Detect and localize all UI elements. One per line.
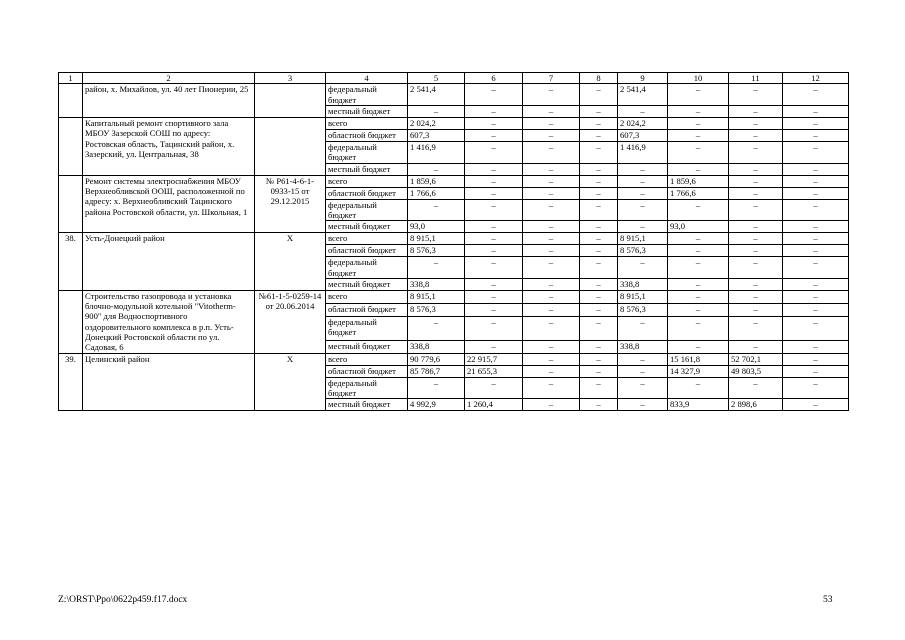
funding-source: федеральный бюджет — [326, 84, 408, 106]
document-ref: Х — [255, 233, 326, 291]
value-cell: 1 766,6 — [668, 187, 729, 199]
value-cell: 1 859,6 — [668, 175, 729, 187]
value-cell: 833,9 — [668, 399, 729, 411]
value-cell: – — [580, 340, 618, 353]
funding-source: всего — [326, 175, 408, 187]
value-cell: – — [523, 245, 580, 257]
document-ref: Х — [255, 353, 326, 411]
row-number: 38. — [59, 233, 83, 291]
table-row — [59, 353, 849, 365]
header-cell: 2 — [83, 73, 255, 84]
value-cell: 338,8 — [618, 278, 668, 290]
value-cell: – — [408, 163, 465, 175]
value-cell: – — [523, 316, 580, 340]
header-cell: 11 — [729, 73, 783, 84]
header-cell: 10 — [668, 73, 729, 84]
value-cell: – — [465, 245, 523, 257]
value-cell: – — [580, 353, 618, 365]
value-cell: – — [580, 117, 618, 129]
document-ref — [255, 117, 326, 175]
value-cell: – — [783, 163, 849, 175]
value-cell: – — [523, 175, 580, 187]
value-cell: – — [729, 221, 783, 233]
value-cell: – — [668, 303, 729, 316]
value-cell: 338,8 — [618, 340, 668, 353]
value-cell: – — [783, 377, 849, 399]
file-path: Z:\ORST\Ppo\0622p459.f17.docx — [58, 595, 188, 605]
funding-source: всего — [326, 117, 408, 129]
funding-source: федеральный бюджет — [326, 377, 408, 399]
value-cell: – — [668, 257, 729, 279]
funding-source: федеральный бюджет — [326, 257, 408, 279]
header-cell: 8 — [580, 73, 618, 84]
value-cell: – — [783, 105, 849, 117]
value-cell: – — [465, 290, 523, 303]
table-row — [59, 84, 849, 106]
value-cell: 8 576,3 — [618, 303, 668, 316]
header-row — [59, 73, 849, 84]
value-cell: – — [668, 117, 729, 129]
value-cell: – — [618, 221, 668, 233]
value-cell: – — [523, 233, 580, 245]
value-cell: 4 992,9 — [408, 399, 465, 411]
value-cell: – — [465, 233, 523, 245]
object-name: Усть-Донецкий район — [83, 233, 255, 291]
header-cell: 6 — [465, 73, 523, 84]
value-cell: – — [523, 199, 580, 221]
value-cell: – — [729, 278, 783, 290]
funding-source: областной бюджет — [326, 303, 408, 316]
row-number — [59, 117, 83, 175]
value-cell: – — [783, 303, 849, 316]
value-cell: – — [465, 187, 523, 199]
value-cell: 338,8 — [408, 340, 465, 353]
value-cell: – — [668, 290, 729, 303]
funding-source: местный бюджет — [326, 340, 408, 353]
table-row — [59, 233, 849, 245]
funding-source: всего — [326, 353, 408, 365]
value-cell: – — [523, 221, 580, 233]
value-cell: 15 161,8 — [668, 353, 729, 365]
value-cell: 90 779,6 — [408, 353, 465, 365]
value-cell: 52 702,1 — [729, 353, 783, 365]
value-cell: – — [465, 163, 523, 175]
table-row — [59, 117, 849, 129]
object-name: Ремонт системы электроснабжения МБОУ Верхнеобливской ООШ, расположенной по адресу: х. Верхнеобливский Тацинского района Ростовской области, ул. Школьная, 1 — [83, 175, 255, 233]
value-cell: 2 024,2 — [618, 117, 668, 129]
funding-source: местный бюджет — [326, 399, 408, 411]
value-cell: – — [729, 129, 783, 141]
value-cell: – — [465, 84, 523, 106]
value-cell: – — [465, 278, 523, 290]
value-cell: – — [783, 117, 849, 129]
value-cell: – — [465, 221, 523, 233]
value-cell: – — [580, 365, 618, 377]
value-cell: – — [580, 290, 618, 303]
value-cell: 8 915,1 — [618, 233, 668, 245]
document-ref — [255, 84, 326, 118]
value-cell: – — [783, 199, 849, 221]
value-cell: – — [580, 175, 618, 187]
table-row — [59, 175, 849, 187]
object-name: Строительство газопровода и установка блочно-модульной котельной "Vitotherm-900" для Водноспортивного оздоровительного комплекса в р.п. Усть-Донецкий Ростовской области по ул. Садовая, 6 — [83, 290, 255, 353]
value-cell: – — [580, 278, 618, 290]
value-cell: – — [580, 105, 618, 117]
funding-source: областной бюджет — [326, 245, 408, 257]
value-cell: – — [618, 377, 668, 399]
funding-source: областной бюджет — [326, 129, 408, 141]
value-cell: 8 915,1 — [618, 290, 668, 303]
value-cell: – — [580, 233, 618, 245]
value-cell: – — [668, 141, 729, 163]
budget-table — [58, 72, 849, 411]
value-cell: – — [618, 399, 668, 411]
value-cell: 607,3 — [618, 129, 668, 141]
value-cell: – — [465, 129, 523, 141]
value-cell: 21 655,3 — [465, 365, 523, 377]
funding-source: областной бюджет — [326, 365, 408, 377]
value-cell: – — [523, 257, 580, 279]
value-cell: – — [408, 105, 465, 117]
table-row — [59, 290, 849, 303]
value-cell: – — [783, 399, 849, 411]
value-cell: 8 576,3 — [408, 245, 465, 257]
value-cell: – — [668, 377, 729, 399]
value-cell: – — [618, 257, 668, 279]
value-cell: – — [523, 353, 580, 365]
value-cell: 2 541,4 — [618, 84, 668, 106]
row-number — [59, 84, 83, 118]
value-cell: – — [580, 245, 618, 257]
value-cell: – — [618, 316, 668, 340]
value-cell: 338,8 — [408, 278, 465, 290]
value-cell: – — [465, 141, 523, 163]
value-cell: 93,0 — [668, 221, 729, 233]
value-cell: – — [729, 199, 783, 221]
value-cell: – — [729, 290, 783, 303]
value-cell: – — [729, 84, 783, 106]
value-cell: – — [668, 105, 729, 117]
value-cell: – — [729, 105, 783, 117]
value-cell: – — [580, 399, 618, 411]
value-cell: – — [729, 163, 783, 175]
header-cell: 3 — [255, 73, 326, 84]
value-cell: – — [668, 340, 729, 353]
value-cell: – — [729, 257, 783, 279]
value-cell: – — [668, 199, 729, 221]
funding-source: всего — [326, 290, 408, 303]
value-cell: – — [618, 105, 668, 117]
value-cell: 1 260,4 — [465, 399, 523, 411]
value-cell: – — [580, 377, 618, 399]
value-cell: – — [668, 278, 729, 290]
value-cell: – — [580, 221, 618, 233]
value-cell: – — [580, 257, 618, 279]
value-cell: – — [729, 316, 783, 340]
object-name: район, х. Михайлов, ул. 40 лет Пионерии, 25 — [83, 84, 255, 118]
value-cell: – — [580, 303, 618, 316]
funding-source: федеральный бюджет — [326, 316, 408, 340]
value-cell: – — [668, 163, 729, 175]
value-cell: – — [729, 377, 783, 399]
value-cell: – — [668, 316, 729, 340]
value-cell: – — [729, 187, 783, 199]
funding-source: местный бюджет — [326, 163, 408, 175]
funding-source: местный бюджет — [326, 105, 408, 117]
value-cell: – — [580, 84, 618, 106]
value-cell: – — [729, 141, 783, 163]
value-cell: – — [580, 141, 618, 163]
funding-source: местный бюджет — [326, 221, 408, 233]
value-cell: – — [523, 117, 580, 129]
value-cell: – — [783, 340, 849, 353]
value-cell: – — [729, 175, 783, 187]
value-cell: – — [465, 316, 523, 340]
value-cell: – — [523, 303, 580, 316]
value-cell: – — [523, 84, 580, 106]
value-cell: – — [729, 340, 783, 353]
value-cell: – — [729, 233, 783, 245]
value-cell: 1 416,9 — [618, 141, 668, 163]
value-cell: – — [729, 117, 783, 129]
row-number: 39. — [59, 353, 83, 411]
value-cell: – — [465, 257, 523, 279]
value-cell: 85 786,7 — [408, 365, 465, 377]
value-cell: – — [783, 365, 849, 377]
value-cell: 2 024,2 — [408, 117, 465, 129]
value-cell: 8 915,1 — [408, 290, 465, 303]
value-cell: 1 416,9 — [408, 141, 465, 163]
value-cell: – — [783, 290, 849, 303]
value-cell: – — [523, 141, 580, 163]
value-cell: – — [523, 129, 580, 141]
value-cell: – — [465, 117, 523, 129]
value-cell: 14 327,9 — [668, 365, 729, 377]
value-cell: – — [523, 399, 580, 411]
value-cell: – — [465, 377, 523, 399]
value-cell: – — [668, 233, 729, 245]
object-name: Целинский район — [83, 353, 255, 411]
value-cell: – — [783, 257, 849, 279]
value-cell: – — [408, 199, 465, 221]
value-cell: 1 766,6 — [408, 187, 465, 199]
value-cell: – — [783, 353, 849, 365]
value-cell: – — [729, 303, 783, 316]
document-ref: № Р61-4-6-1-0933-15 от 29.12.2015 — [255, 175, 326, 233]
object-name: Капитальный ремонт спортивного зала МБОУ Зазерской СОШ по адресу: Ростовская область, Тацинский район, х. Зазерский, ул. Центральная, 38 — [83, 117, 255, 175]
funding-source: областной бюджет — [326, 187, 408, 199]
value-cell: – — [523, 105, 580, 117]
value-cell: 1 859,6 — [408, 175, 465, 187]
value-cell: – — [668, 245, 729, 257]
value-cell: 8 576,3 — [408, 303, 465, 316]
row-number — [59, 175, 83, 233]
value-cell: – — [618, 353, 668, 365]
value-cell: – — [668, 84, 729, 106]
funding-source: всего — [326, 233, 408, 245]
value-cell: – — [618, 365, 668, 377]
header-cell: 12 — [783, 73, 849, 84]
value-cell: – — [465, 303, 523, 316]
value-cell: 8 576,3 — [618, 245, 668, 257]
value-cell: – — [783, 129, 849, 141]
value-cell: – — [580, 163, 618, 175]
value-cell: – — [668, 129, 729, 141]
value-cell: – — [618, 199, 668, 221]
value-cell: – — [465, 175, 523, 187]
value-cell: – — [783, 187, 849, 199]
value-cell: – — [408, 316, 465, 340]
value-cell: – — [783, 84, 849, 106]
value-cell: – — [523, 278, 580, 290]
value-cell: – — [408, 377, 465, 399]
header-cell: 1 — [59, 73, 83, 84]
value-cell: – — [729, 245, 783, 257]
value-cell: – — [783, 175, 849, 187]
value-cell: 8 915,1 — [408, 233, 465, 245]
value-cell: – — [783, 141, 849, 163]
value-cell: – — [580, 316, 618, 340]
value-cell: – — [408, 257, 465, 279]
value-cell: – — [523, 290, 580, 303]
value-cell: 93,0 — [408, 221, 465, 233]
value-cell: – — [618, 187, 668, 199]
value-cell: 22 915,7 — [465, 353, 523, 365]
value-cell: – — [465, 199, 523, 221]
funding-source: федеральный бюджет — [326, 199, 408, 221]
value-cell: – — [783, 233, 849, 245]
value-cell: – — [580, 129, 618, 141]
value-cell: 2 898,6 — [729, 399, 783, 411]
value-cell: – — [783, 278, 849, 290]
row-number — [59, 290, 83, 353]
value-cell: – — [523, 365, 580, 377]
value-cell: – — [618, 163, 668, 175]
funding-source: местный бюджет — [326, 278, 408, 290]
page-number: 53 — [823, 595, 833, 605]
value-cell: 607,3 — [408, 129, 465, 141]
value-cell: 49 803,5 — [729, 365, 783, 377]
value-cell: – — [783, 316, 849, 340]
value-cell: 2 541,4 — [408, 84, 465, 106]
value-cell: – — [580, 199, 618, 221]
value-cell: – — [580, 187, 618, 199]
value-cell: – — [523, 340, 580, 353]
value-cell: – — [523, 377, 580, 399]
value-cell: – — [783, 245, 849, 257]
funding-source: федеральный бюджет — [326, 141, 408, 163]
header-cell: 4 — [326, 73, 408, 84]
value-cell: – — [523, 187, 580, 199]
header-cell: 5 — [408, 73, 465, 84]
value-cell: – — [465, 340, 523, 353]
document-ref: №61-1-5-0259-14 от 20.06.2014 — [255, 290, 326, 353]
header-cell: 9 — [618, 73, 668, 84]
value-cell: – — [618, 175, 668, 187]
value-cell: – — [523, 163, 580, 175]
value-cell: – — [783, 221, 849, 233]
value-cell: – — [465, 105, 523, 117]
header-cell: 7 — [523, 73, 580, 84]
